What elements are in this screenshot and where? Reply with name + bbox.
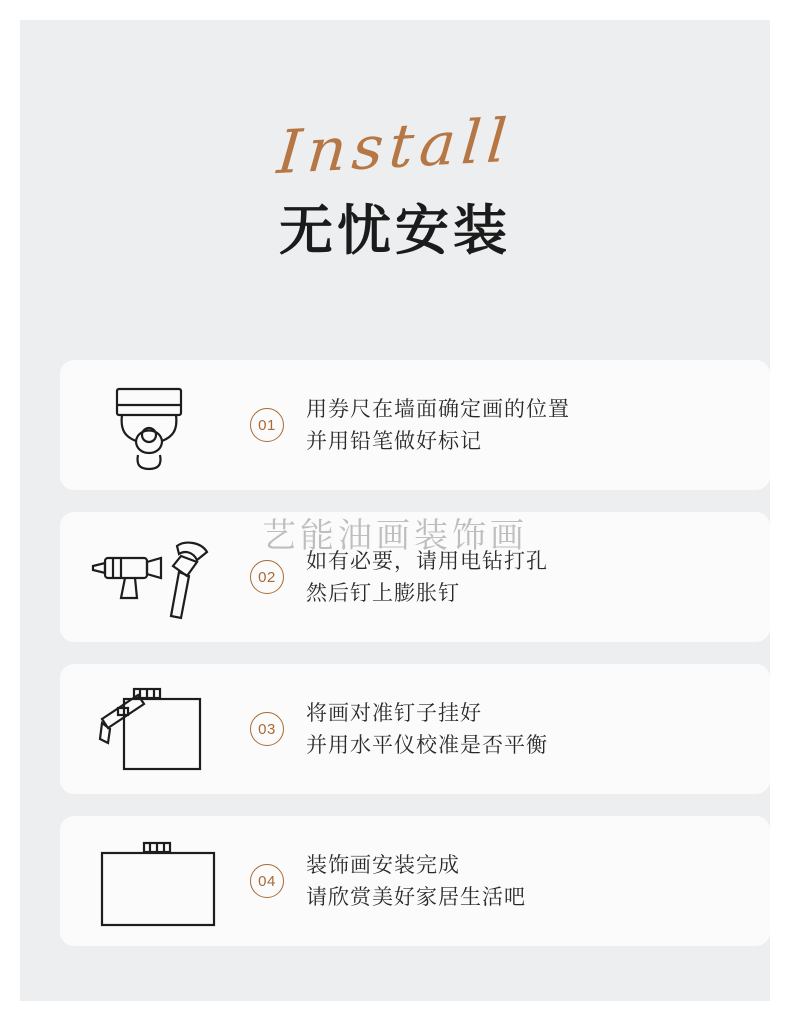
step-badge-01: 01 [250, 408, 284, 442]
script-word: Install [274, 105, 516, 189]
step-card-01 [60, 360, 770, 490]
step-card-04 [60, 816, 770, 946]
step-text-02 [306, 545, 548, 609]
drill-hammer-icon [60, 512, 250, 642]
watermark: 艺能油画装饰画 [262, 516, 528, 556]
step-line-2: 并用水平仪校准是否平衡 [306, 733, 548, 757]
page-title: 无忧安装 [279, 199, 511, 262]
step-card-02 [60, 512, 770, 642]
step-badge-03: 03 [250, 712, 284, 746]
hung-frame-icon [60, 816, 250, 946]
step-line-1: 如有必要，请用电钻打孔 [306, 549, 548, 573]
tape-measure-icon [60, 360, 250, 490]
header [20, 20, 770, 320]
step-line-2: 请欣赏美好家居生活吧 [306, 885, 526, 909]
step-text-03 [306, 697, 548, 761]
step-line-1: 用券尺在墙面确定画的位置 [306, 397, 570, 421]
content-panel [20, 20, 770, 1001]
step-text-01 [306, 393, 570, 457]
step-line-2: 然后钉上膨胀钉 [306, 581, 460, 605]
step-badge-02: 02 [250, 560, 284, 594]
level-frame-icon [60, 664, 250, 794]
step-badge-04: 04 [250, 864, 284, 898]
step-line-2: 并用铅笔做好标记 [306, 429, 482, 453]
step-text-04 [306, 849, 526, 913]
step-line-1: 装饰画安装完成 [306, 853, 460, 877]
steps-list [60, 360, 770, 968]
step-line-1: 将画对准钉子挂好 [306, 701, 482, 725]
step-card-03 [60, 664, 770, 794]
